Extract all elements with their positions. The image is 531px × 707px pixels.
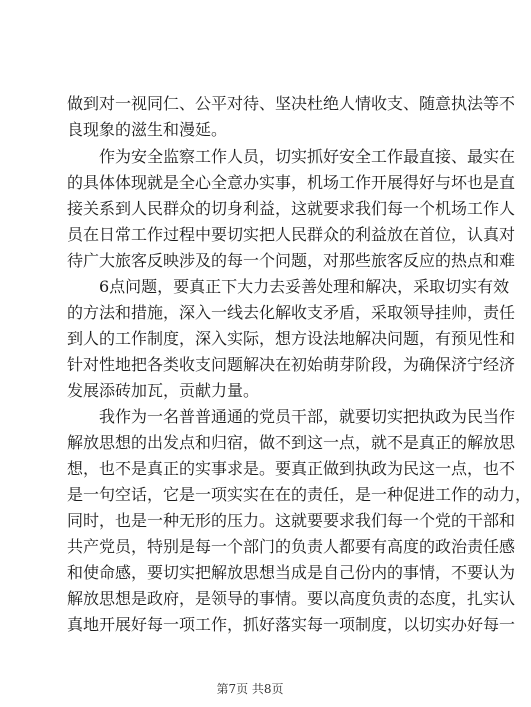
text-line-4: 的具体体现就是全心全意办实事，机场工作开展得好与坏也是直 [67, 173, 516, 192]
text-line-20: 解放思想是政府，是领导的事情。要以高度负责的态度，扎实认 [67, 589, 516, 608]
text-line-10: 到人的工作制度，深入实际，想方设法地解决问题，有预见性和 [67, 329, 516, 348]
paragraph-start-line: 我作为一名普普通通的党员干部，就要切实把执政为民当作 [99, 407, 516, 426]
text-line-18: 共产党员，特别是每一个部门的负责人都要有高度的政治责任感 [67, 537, 516, 556]
text-line-2: 良现象的滋生和漫延。 [67, 120, 228, 139]
text-line-1: 做到对一视同仁、公平对待、坚决杜绝人情收支、随意执法等不 [67, 94, 516, 113]
text-line-12: 发展添砖加瓦，贡献力量。 [67, 381, 260, 400]
text-line-17: 同时，也是一种无形的压力。这就要要求我们每一个党的干部和 [67, 511, 516, 530]
text-line-9: 的方法和措施，深入一线去化解收支矛盾，采取领导挂帅，责任 [67, 303, 516, 322]
paragraph-start-line: 作为安全监察工作人员，切实抓好安全工作最直接、最实在 [99, 147, 516, 166]
text-line-8: 6点问题，要真正下大力去妥善处理和解决，采取切实有效 [99, 277, 510, 296]
text-line-14: 解放思想的出发点和归宿，做不到这一点，就不是真正的解放思 [67, 433, 516, 452]
text-line-19: 和使命感，要切实把解放思想当成是自己份内的事情，不要认为 [67, 563, 516, 582]
text-line-15: 想，也不是真正的实事求是。要真正做到执政为民这一点，也不 [67, 459, 516, 478]
text-line-5: 接关系到人民群众的切身利益，这就要求我们每一个机场工作人 [67, 199, 516, 218]
text-line-7: 待广大旅客反映涉及的每一个问题，对那些旅客反应的热点和难 [67, 251, 516, 270]
text-line-6: 员在日常工作过程中要切实把人民群众的利益放在首位，认真对 [67, 225, 516, 244]
text-line-21: 真地开展好每一项工作，抓好落实每一项制度，以切实办好每一 [67, 615, 516, 634]
page-number-footer: 第7页 共8页 [216, 682, 284, 696]
text-line-16: 是一句空话，它是一项实实在在的责任，是一种促进工作的动力， [67, 485, 531, 504]
text-line-11: 针对性地把各类收支问题解决在初始萌芽阶段，为确保济宁经济 [67, 355, 516, 374]
